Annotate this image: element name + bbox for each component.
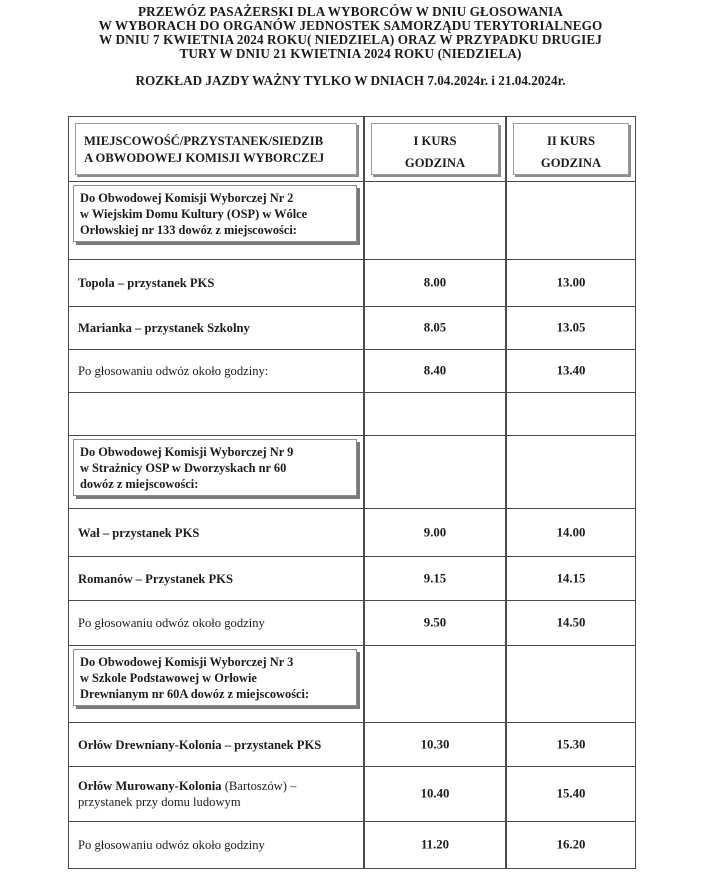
column-header-place: MIEJSCOWOŚĆ/PRZYSTANEK/SIEDZIB A OBWODOWEJ KOMISJI WYBORCZEJ — [84, 134, 325, 165]
course-2-time: 13.40 — [556, 363, 586, 378]
table-row — [68, 260, 636, 307]
section-row — [68, 436, 636, 509]
return-note: Po głosowaniu odwóz około godziny — [78, 838, 265, 852]
return-note: Po głosowaniu odwóz około godziny: — [78, 364, 269, 378]
column-header-course-1: I KURS GODZINA — [404, 134, 466, 170]
section-row — [68, 182, 636, 260]
course-2-time: 14.50 — [556, 615, 586, 630]
course-1-time: 9.50 — [423, 615, 447, 630]
table-row — [68, 557, 636, 601]
stop-name: Wał – przystanek PKS — [78, 525, 200, 540]
course-2-time: 16.20 — [556, 837, 586, 852]
course-1-time: 10.40 — [420, 786, 450, 801]
course-2-time: 15.40 — [556, 786, 586, 801]
course-2-time: 13.00 — [556, 275, 586, 290]
stop-name: Orłów Murowany-Kolonia (Bartoszów) – przystanek przy domu ludowym — [78, 779, 297, 809]
course-1-time: 9.00 — [423, 525, 447, 539]
course-1-time: 10.30 — [420, 737, 450, 751]
header-line-3: W DNIU 7 KWIETNIA 2024 ROKU( NIEDZIELA) ORAZ W PRZYPADKU DRUGIEJ — [99, 32, 602, 47]
empty-row — [68, 393, 636, 436]
stop-name: Marianka – przystanek Szkolny — [78, 321, 250, 335]
section-title-box: Do Obwodowej Komisji Wyborczej Nr 2 w Wiejskim Domu Kultury (OSP) w Wólce Orłowskiej nr 133 dowóz z miejscowości: — [73, 185, 357, 242]
header-line-4: TURY W DNIU 21 KWIETNIA 2024 ROKU (NIEDZIELA) — [179, 46, 522, 61]
course-1-time: 8.40 — [423, 363, 447, 378]
course-1-time: 9.15 — [423, 571, 447, 585]
stop-name: Topola – przystanek PKS — [78, 276, 215, 290]
document-header — [0, 5, 701, 89]
stop-name: Romanów – Przystanek PKS — [78, 571, 233, 586]
schedule-validity: ROZKŁAD JAZDY WAŻNY TYLKO W DNIACH 7.04.2024r. i 21.04.2024r. — [135, 73, 566, 88]
header-line-2: W WYBORACH DO ORGANÓW JEDNOSTEK SAMORZĄDU TERYTORIALNEGO — [98, 18, 603, 33]
course-2-time: 14.15 — [556, 571, 586, 585]
table-row — [68, 307, 636, 350]
table-header-row — [68, 116, 636, 182]
header-line-1: PRZEWÓZ PASAŻERSKI DLA WYBORCÓW W DNIU GŁOSOWANIA — [137, 4, 564, 19]
course-2-time: 15.30 — [556, 737, 586, 751]
stop-name: Orłów Drewniany-Kolonia – przystanek PKS — [78, 737, 322, 752]
section-row — [68, 646, 636, 723]
table-row — [68, 767, 636, 822]
course-1-time: 8.05 — [423, 320, 447, 335]
table-row — [68, 509, 636, 557]
course-2-time: 13.05 — [556, 320, 586, 335]
table-row — [68, 350, 636, 393]
course-1-time: 8.00 — [423, 275, 447, 290]
return-note: Po głosowaniu odwóz około godziny — [78, 616, 265, 630]
course-2-time: 14.00 — [556, 525, 586, 539]
section-title-box: Do Obwodowej Komisji Wyborczej Nr 9 w Strażnicy OSP w Dworzyskach nr 60 dowóz z miejscowości: — [73, 439, 357, 496]
table-row — [68, 723, 636, 767]
column-header-course-2: II KURS GODZINA — [540, 134, 602, 170]
table-row — [68, 601, 636, 646]
course-1-time: 11.20 — [420, 837, 450, 852]
section-title-box: Do Obwodowej Komisji Wyborczej Nr 3 w Szkole Podstawowej w Orłowie Drewnianym nr 60A dowóz z miejscowości: — [73, 649, 357, 706]
table-row — [68, 822, 636, 869]
